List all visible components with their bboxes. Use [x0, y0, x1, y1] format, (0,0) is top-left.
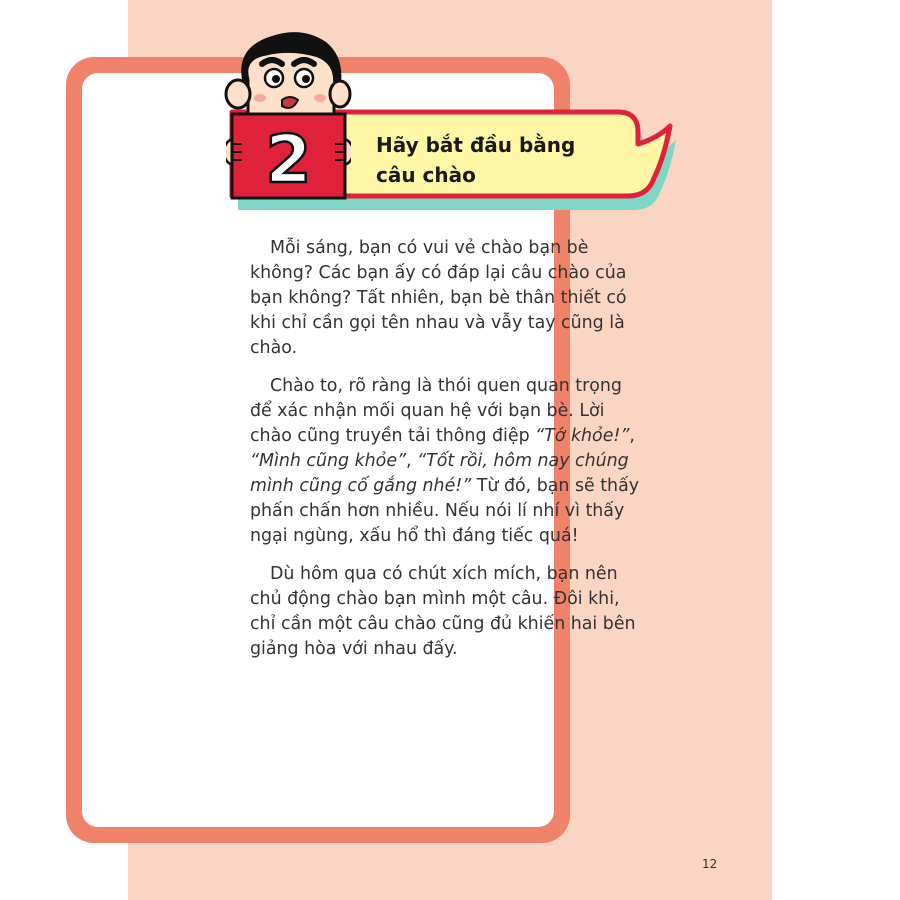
chapter-title-line-1: Hãy bắt đầu bằng	[376, 133, 576, 157]
separator: ,	[406, 451, 418, 471]
paragraph-1: Mỗi sáng, bạn có vui vẻ chào bạn bè không? Các bạn ấy có đáp lại câu chào của bạn không? Tất nhiên, bạn bè thân thiết có khi chỉ cần gọi tên nhau và vẫy tay cũng là chào.	[250, 238, 627, 358]
paragraph-2-text-a: Chào to, rõ ràng là thói quen quan trọng để xác nhận mối quan hệ với bạn bè. Lời chào cũng truyền tải thông điệp	[250, 376, 622, 446]
quote-tot-roi: “Tốt rồi, hôm nay chúng mình cũng cố gắng nhé!”	[250, 451, 629, 496]
quote-minh-cung-khoe: “Mình cũng khỏe”	[250, 451, 407, 471]
page-number: 12	[702, 857, 718, 871]
chapter-number: 2	[265, 121, 312, 198]
body-text	[250, 236, 648, 675]
quote-to-khoe: “Tớ khỏe!”	[535, 426, 630, 446]
chapter-title-line-2: câu chào	[376, 163, 476, 187]
chapter-title	[376, 130, 626, 190]
separator: ,	[629, 426, 635, 446]
paragraph-3: Dù hôm qua có chút xích mích, bạn nên chủ động chào bạn mình một câu. Đôi khi, chỉ cần một câu chào cũng đủ khiến hai bên giảng hòa với nhau đấy.	[250, 564, 636, 659]
chapter-number-card	[226, 112, 351, 200]
paragraph-2	[250, 374, 648, 549]
paragraph-2-text-b: Từ đó, bạn sẽ thấy phấn chấn hơn nhiều. Nếu nói lí nhí vì thấy ngại ngùng, xấu hổ thì đáng tiếc quá!	[250, 476, 640, 546]
